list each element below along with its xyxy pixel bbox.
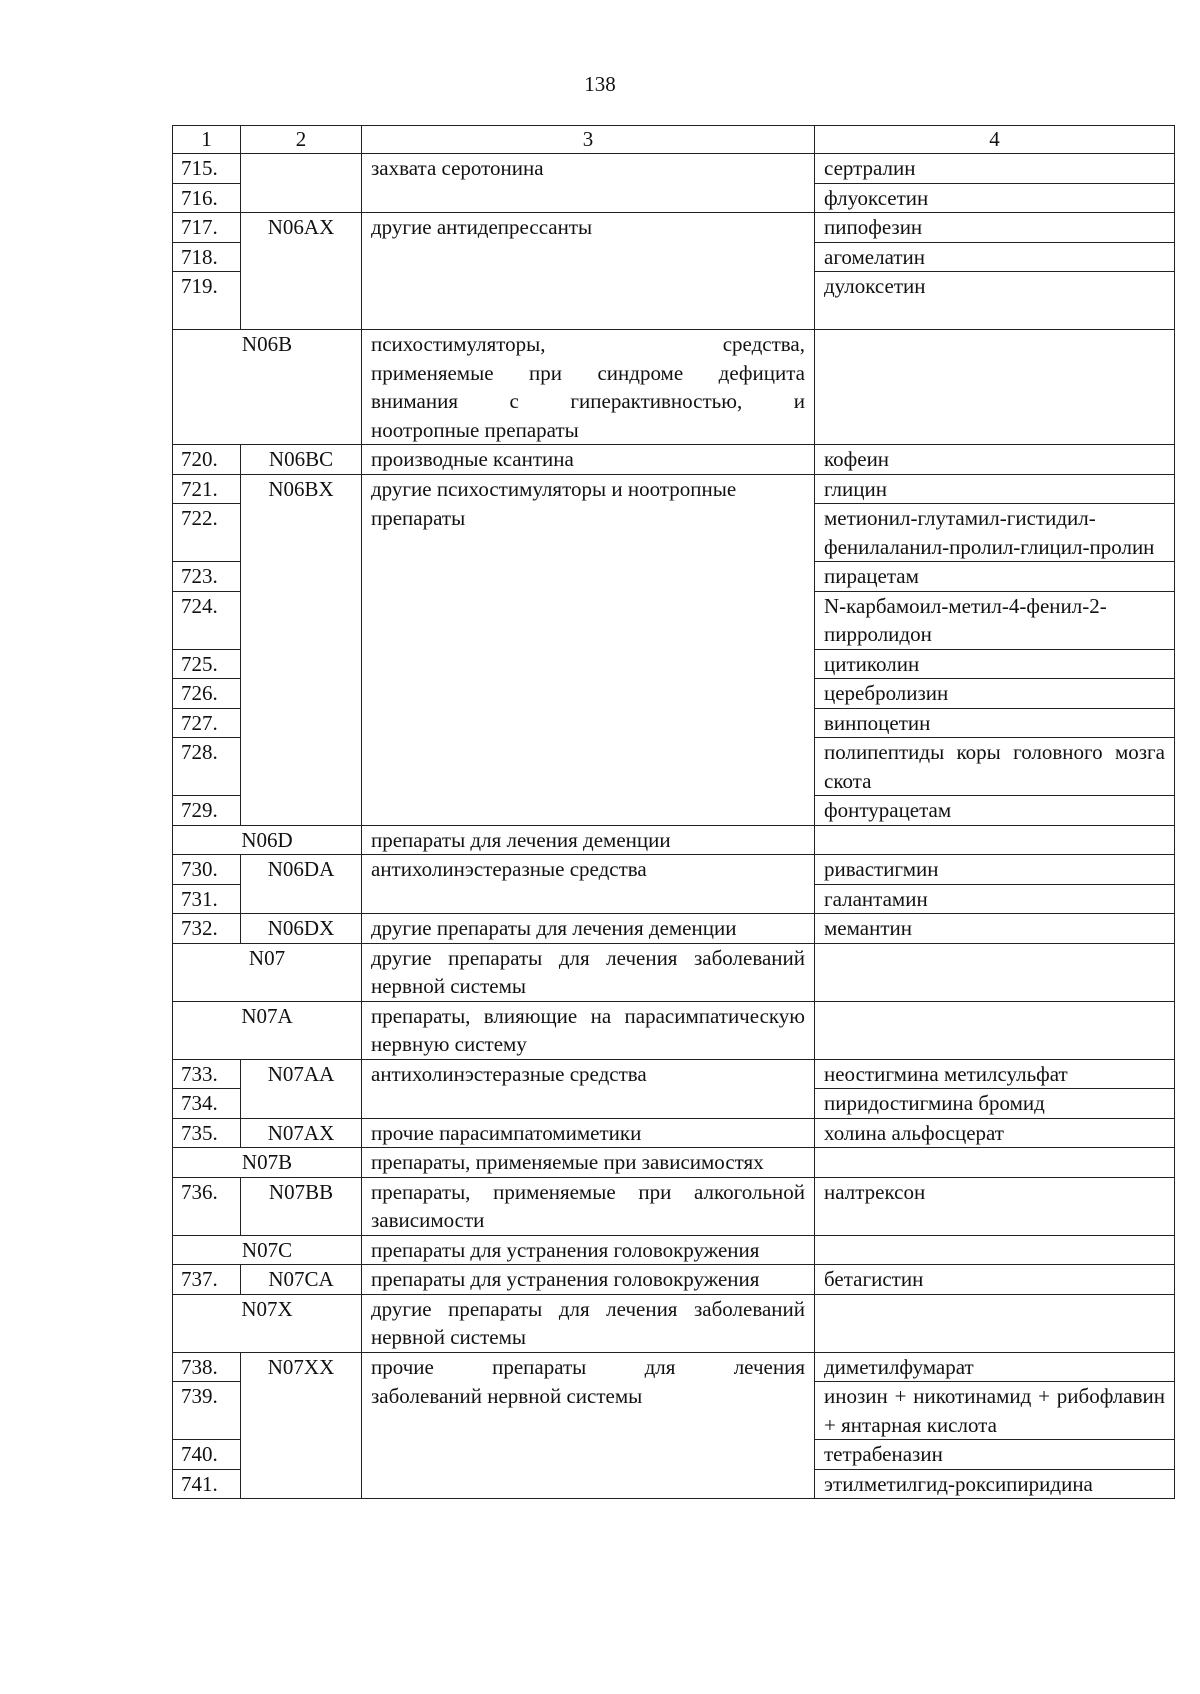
header-row: [173, 126, 1175, 154]
atc-code: N06DA: [241, 855, 362, 914]
drug-name: цитиколин: [815, 649, 1175, 679]
group-name-line: внимания с гиперактивностью, и: [371, 389, 805, 413]
row-number: 726.: [173, 679, 241, 709]
group-name-line: применяемые при синдроме дефицита: [371, 360, 805, 385]
group-name: другие психостимуляторы и ноотропные: [362, 474, 815, 504]
group-name: заболеваний нервной системы: [362, 1382, 815, 1499]
group-name-line: ноотропные препараты: [371, 417, 579, 442]
column-header: 2: [241, 126, 362, 154]
atc-code: N07C: [173, 1235, 362, 1265]
group-name: препараты для устранения головокружения: [362, 1235, 815, 1265]
drug-name: пирацетам: [815, 562, 1175, 592]
table-row: [173, 1059, 1175, 1089]
medicines-table: [172, 125, 1175, 1499]
atc-code: N06BC: [241, 445, 362, 475]
drug-name: инозин + никотинамид + рибофлавин + янтарная кислота: [815, 1382, 1175, 1440]
drug-name: тетрабеназин: [815, 1440, 1175, 1470]
atc-code: N06B: [173, 330, 362, 445]
drug-name: холина альфосцерат: [815, 1118, 1175, 1148]
row-number: 719.: [173, 272, 241, 330]
row-number: 725.: [173, 649, 241, 679]
table-row: [173, 154, 1175, 184]
row-number: 720.: [173, 445, 241, 475]
drug-name: диметилфумарат: [815, 1352, 1175, 1382]
page-number: 138: [584, 72, 616, 96]
table-row: [173, 474, 1175, 504]
drug-name: бетагистин: [815, 1265, 1175, 1295]
drug-name: [815, 1001, 1175, 1059]
column-header: 3: [362, 126, 815, 154]
table-row: [173, 1265, 1175, 1295]
group-row: [173, 330, 1175, 445]
atc-code: N07XX: [241, 1352, 362, 1499]
drug-name: ривастигмин: [815, 855, 1175, 885]
row-number: 736.: [173, 1177, 241, 1235]
drug-name: налтрексон: [815, 1177, 1175, 1235]
group-row: [173, 1235, 1175, 1265]
drug-name: пипофезин: [815, 213, 1175, 243]
group-name: антихолинэстеразные средства: [362, 1059, 815, 1118]
drug-name: неостигмина метилсульфат: [815, 1059, 1175, 1089]
row-number: 715.: [173, 154, 241, 184]
row-number: 740.: [173, 1440, 241, 1470]
drug-name: винпоцетин: [815, 708, 1175, 738]
group-name: прочие препараты для лечения: [362, 1352, 815, 1382]
drug-name: кофеин: [815, 445, 1175, 475]
row-number: 717.: [173, 213, 241, 243]
group-name: препараты: [362, 504, 815, 826]
drug-name: галантамин: [815, 884, 1175, 914]
group-name: препараты, применяемые при алкогольной зависимости: [362, 1177, 815, 1235]
atc-code: N06D: [173, 825, 362, 855]
row-number: 732.: [173, 914, 241, 944]
row-number: 727.: [173, 708, 241, 738]
row-number: 722.: [173, 504, 241, 562]
group-name: другие препараты для лечения деменции: [362, 914, 815, 944]
group-name: другие препараты для лечения заболеваний нервной системы: [362, 943, 815, 1001]
atc-code: N06AX: [241, 213, 362, 330]
group-name: [362, 330, 815, 445]
atc-code: N07BB: [241, 1177, 362, 1235]
group-name: препараты для устранения головокружения: [362, 1265, 815, 1295]
group-name: другие препараты для лечения заболеваний нервной системы: [362, 1294, 815, 1352]
table-row: [173, 1177, 1175, 1235]
atc-code: N07CA: [241, 1265, 362, 1295]
group-row: [173, 1001, 1175, 1059]
drug-name: полипептиды коры головного мозга скота: [815, 738, 1175, 796]
table-row: [173, 1352, 1175, 1382]
table-row: [173, 855, 1175, 885]
drug-name: церебролизин: [815, 679, 1175, 709]
atc-code: N07AX: [241, 1118, 362, 1148]
drug-name: флуоксетин: [815, 183, 1175, 213]
row-number: 728.: [173, 738, 241, 796]
drug-name: [815, 1294, 1175, 1352]
atc-code: N07AA: [241, 1059, 362, 1118]
drug-name: [815, 825, 1175, 855]
group-name: производные ксантина: [362, 445, 815, 475]
atc-code: N06BX: [241, 474, 362, 825]
row-number: 716.: [173, 183, 241, 213]
row-number: 730.: [173, 855, 241, 885]
column-header: 4: [815, 126, 1175, 154]
group-row: [173, 1148, 1175, 1178]
table-row: [173, 914, 1175, 944]
group-row: [173, 825, 1175, 855]
row-number: 735.: [173, 1118, 241, 1148]
row-number: 738.: [173, 1352, 241, 1382]
drug-name: [815, 1148, 1175, 1178]
table-row: [173, 1118, 1175, 1148]
group-name: препараты для лечения деменции: [362, 825, 815, 855]
column-header: 1: [173, 126, 241, 154]
drug-name: [815, 943, 1175, 1001]
atc-code: N07: [173, 943, 362, 1001]
drug-name: [815, 330, 1175, 445]
group-name: антихолинэстеразные средства: [362, 855, 815, 914]
drug-name: [815, 1235, 1175, 1265]
row-number: 731.: [173, 884, 241, 914]
group-name: прочие парасимпатомиметики: [362, 1118, 815, 1148]
row-number: 718.: [173, 242, 241, 272]
row-number: 737.: [173, 1265, 241, 1295]
row-number: 741.: [173, 1469, 241, 1499]
drug-name: сертралин: [815, 154, 1175, 184]
row-number: 723.: [173, 562, 241, 592]
group-name: препараты, влияющие на парасимпатическую нервную систему: [362, 1001, 815, 1059]
atc-code: N07B: [173, 1148, 362, 1178]
drug-name: пиридостигмина бромид: [815, 1089, 1175, 1119]
row-number: 724.: [173, 591, 241, 649]
drug-name: метионил-глутамил-гистидил-фенилаланил-пролил-глицил-пролин: [815, 504, 1175, 562]
drug-name: глицин: [815, 474, 1175, 504]
row-number: 739.: [173, 1382, 241, 1440]
atc-code: N06DX: [241, 914, 362, 944]
row-number: 729.: [173, 796, 241, 826]
row-number: 734.: [173, 1089, 241, 1119]
group-row: [173, 1294, 1175, 1352]
drug-name: этилметилгид-роксипиридина: [815, 1469, 1175, 1499]
row-number: 721.: [173, 474, 241, 504]
drug-name: N-карбамоил-метил-4-фенил-2-пирролидон: [815, 591, 1175, 649]
group-row: [173, 943, 1175, 1001]
group-name: захвата серотонина: [362, 154, 815, 213]
group-name: препараты, применяемые при зависимостях: [362, 1148, 815, 1178]
atc-code: [241, 154, 362, 213]
table-row: [173, 213, 1175, 243]
drug-name: фонтурацетам: [815, 796, 1175, 826]
drug-name: мемантин: [815, 914, 1175, 944]
drug-name: агомелатин: [815, 242, 1175, 272]
drug-name: дулоксетин: [815, 272, 1175, 330]
atc-code: N07A: [173, 1001, 362, 1059]
row-number: 733.: [173, 1059, 241, 1089]
table-row: [173, 445, 1175, 475]
group-name: другие антидепрессанты: [362, 213, 815, 330]
atc-code: N07X: [173, 1294, 362, 1352]
group-name-line: психостимуляторы, средства,: [371, 332, 805, 356]
